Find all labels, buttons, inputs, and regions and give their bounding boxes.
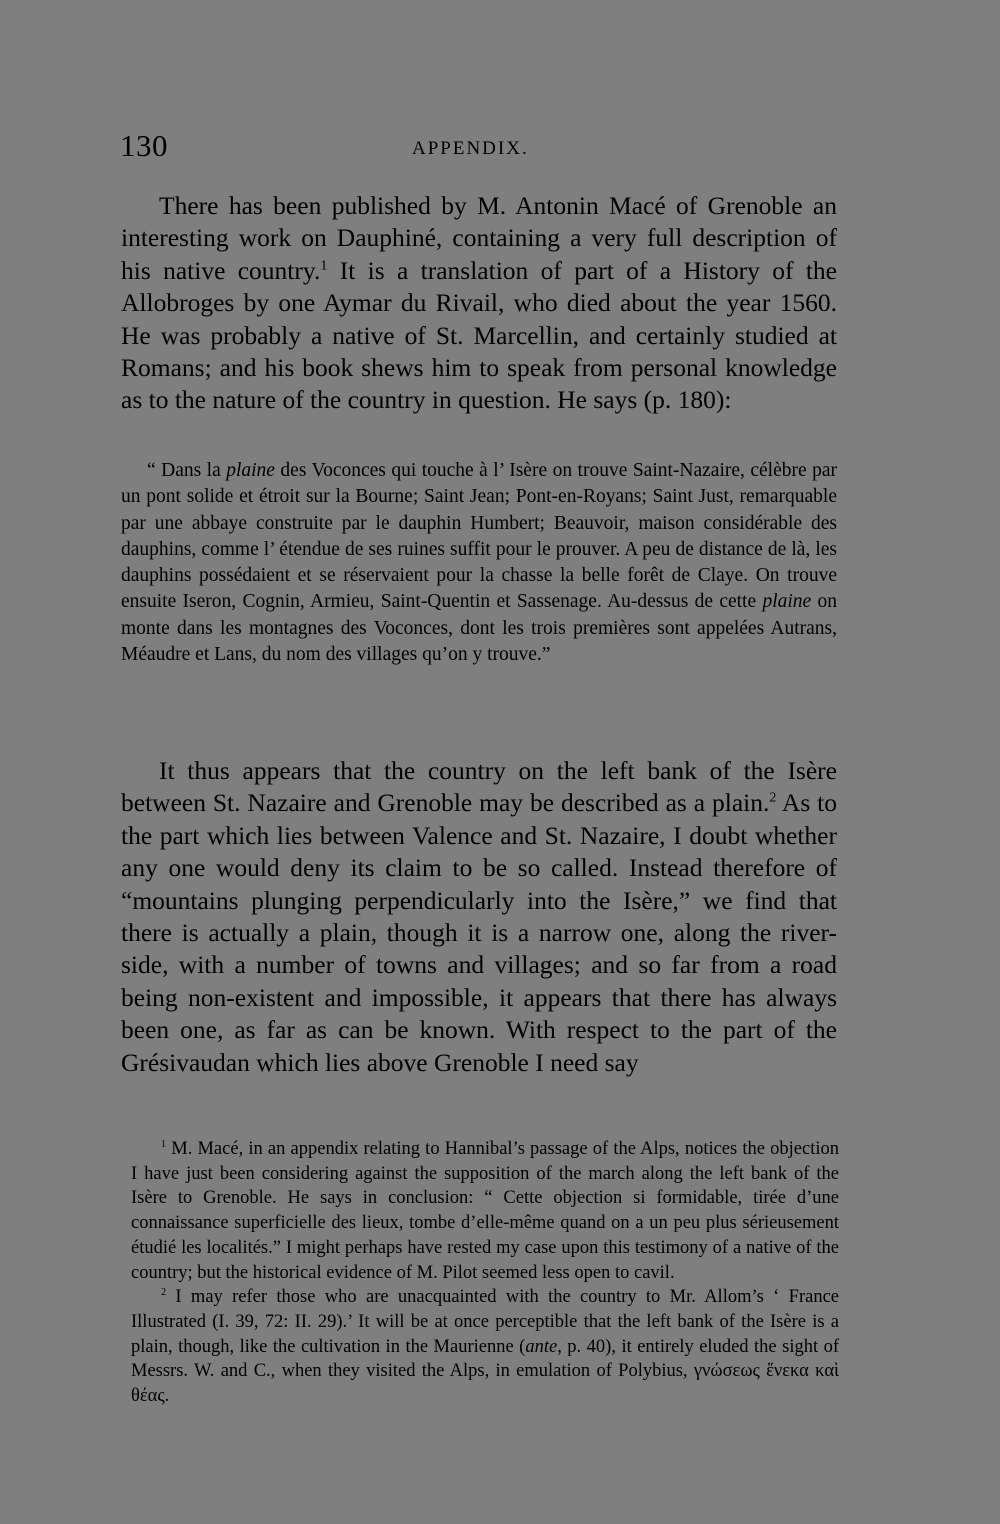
- footnote-2: [131, 1285, 839, 1409]
- quote-italic-1: plaine: [226, 460, 275, 481]
- quote-text-a: “ Dans la: [147, 460, 227, 481]
- footnote-1-text: M. Macé, in an appendix relating to Hannibal’s passage of the Alps, notices the objection I have just been considering against the supposition of the march along the left bank of the Isère to Grenoble. He says in conclusion: “ Cette objection si formidable, tirée d’une connaissance superficielle des lieux, tombe d’elle-même quand on a un peu plus sérieusement étudié les localités.” I might perhaps have rested my case upon this testimony of a native of the country; but the historical evidence of M. Pilot seemed less open to cavil.: [131, 1139, 839, 1283]
- paragraph-1-text-a: There has been published by M. Antonin Macé of Grenoble an interesting work on Dauphiné, containing a very full description of his native country.: [121, 191, 837, 285]
- running-head: APPENDIX.: [412, 138, 529, 159]
- footnote-ref-2: 2: [769, 790, 777, 806]
- footnote-marker-2: 2: [161, 1287, 167, 1299]
- footnote-ref-1: 1: [320, 258, 328, 274]
- paragraph-1-text-b: It is a translation of part of a History of the Allobroges by one Aymar du Rivail, who died about the year 1560. He was probably a native of St. Marcellin, and certainly studied at Romans; and his book shews him to speak from personal knowledge as to the nature of the country in question. He says (p. 180):: [121, 255, 837, 415]
- paragraph-2-text-a: It thus appears that the country on the left bank of the Isère between St. Nazaire and Grenoble may be described as a plain.: [121, 756, 837, 818]
- paragraph-2-text-b: As to the part which lies between Valence and St. Nazaire, I doubt whether any one would deny its claim to be so called. Instead therefore of “mountains plunging perpendicularly into the Isère,” we find that there is actually a plain, though it is a narrow one, along the river-side, with a number of towns and villages; and so far from a road being non-existent and impossible, it appears that there has always been one, as far as can be known. With respect to the part of the Grésivaudan which lies above Grenoble I need say: [121, 788, 837, 1077]
- footnotes: [131, 1137, 839, 1409]
- footnote-2-text-a: I may refer those who are unacquainted with the country to Mr. Allom’s ‘ France Illustrated (I. 39, 72: II. 29).’ It will be at once perceptible that the left bank of the Isère is a plain, though, like the cultivation in the Maurienne (: [131, 1287, 839, 1357]
- footnote-2-italic: ante: [525, 1336, 558, 1357]
- footnote-marker-1: 1: [161, 1138, 167, 1150]
- body-paragraph-2: [121, 755, 837, 1079]
- quote-text-c: on monte dans les montagnes des Voconces, dont les trois premières sont appelées Autrans, Méaudre et Lans, du nom des villages qu’on y trouve.”: [121, 591, 838, 666]
- page-number: 130: [120, 128, 168, 163]
- body-paragraph-1: [121, 190, 837, 417]
- page-header: [120, 128, 840, 168]
- block-quote: [121, 458, 837, 668]
- quote-text-b: des Voconces qui touche à l’ Isère on trouve Saint-Nazaire, célèbre par un pont solide et étroit sur la Bourne; Saint Jean; Pont-en-Royans; Saint Just, remarquable par une abbaye construite par le dauphin Humbert; Beauvoir, maison considérable des dauphins, comme l’ étendue de ses ruines suffit pour le prouver. A peu de distance de là, les dauphins possédaient et se réservaient pour la chasse la belle forêt de Claye. On trouve ensuite Iseron, Cognin, Armieu, Saint-Quentin et Sassenage. Au-dessus de cette: [121, 460, 837, 613]
- footnote-2-text-b: , p. 40), it entirely eluded the sight of Messrs. W. and C., when they visited the Alps, in emulation of Polybius, γνώσεως ἕνεκα καὶ θέας.: [131, 1336, 839, 1407]
- footnote-1: [131, 1137, 839, 1285]
- quote-italic-2: plaine: [762, 591, 812, 613]
